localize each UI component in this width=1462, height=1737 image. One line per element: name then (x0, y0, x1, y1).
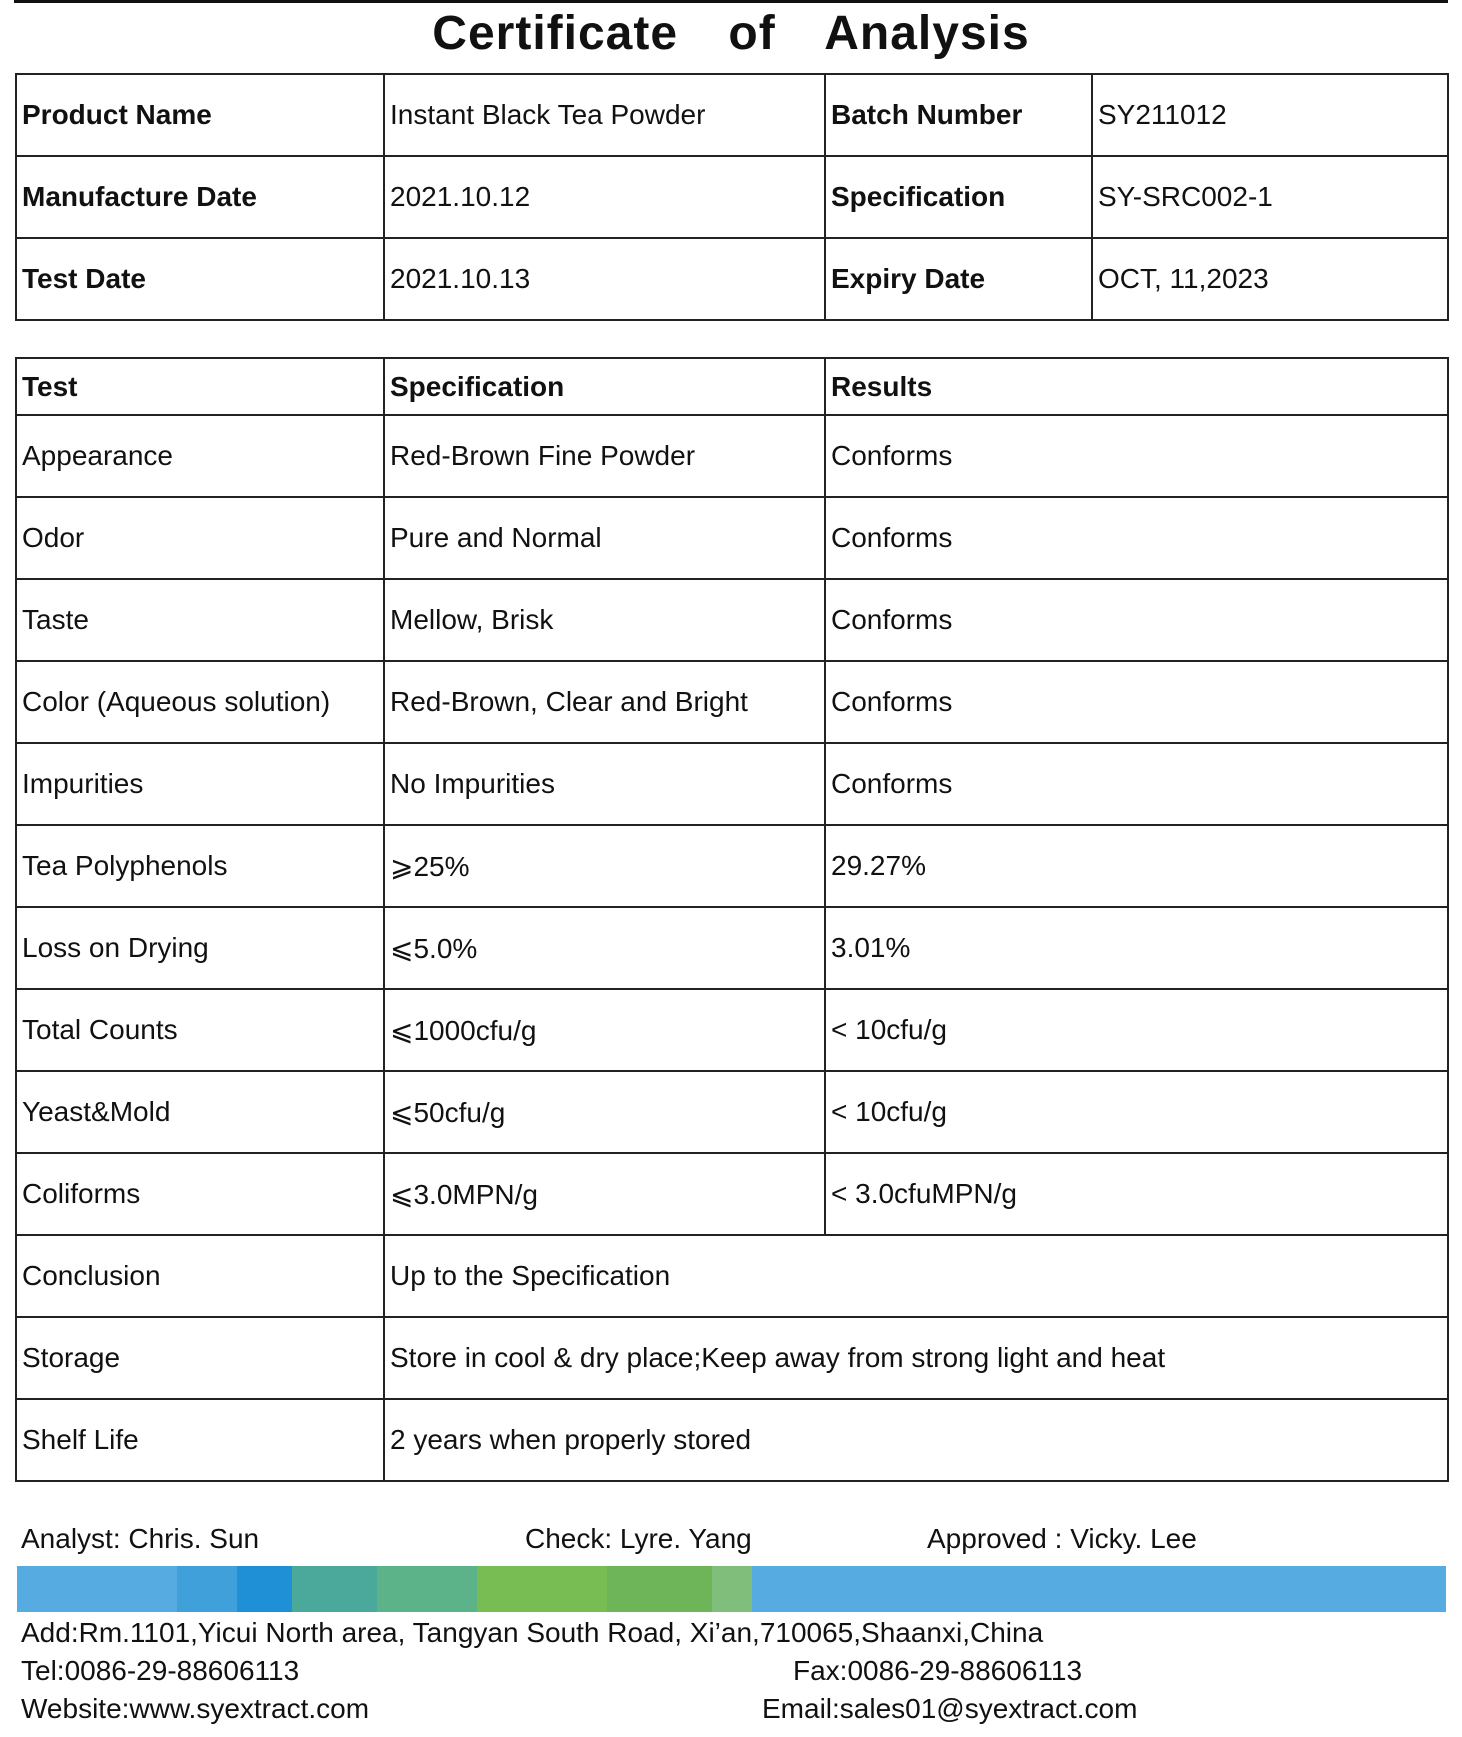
test-spec: ⩽5.0% (384, 907, 825, 989)
summary-value: Up to the Specification (384, 1235, 1448, 1317)
table-row (16, 1071, 1448, 1153)
test-name: Taste (16, 579, 384, 661)
test-spec: ⩽50cfu/g (384, 1071, 825, 1153)
header-test: Test (16, 358, 384, 415)
info-value: SY-SRC002-1 (1092, 156, 1448, 238)
summary-value: 2 years when properly stored (384, 1399, 1448, 1481)
footer-phone-line (21, 1655, 1441, 1691)
color-band-segment (292, 1566, 377, 1612)
test-result: < 3.0cfuMPN/g (825, 1153, 1448, 1235)
test-name: Tea Polyphenols (16, 825, 384, 907)
table-header-row (16, 358, 1448, 415)
test-spec: Mellow, Brisk (384, 579, 825, 661)
analyst-name: Analyst: Chris. Sun (21, 1523, 260, 1554)
info-value: OCT, 11,2023 (1092, 238, 1448, 320)
color-band-segment (752, 1566, 1446, 1612)
table-row (16, 497, 1448, 579)
summary-label: Conclusion (16, 1235, 384, 1317)
test-results-table (15, 357, 1449, 1482)
info-label: Product Name (16, 74, 384, 156)
test-result: 3.01% (825, 907, 1448, 989)
info-label: Batch Number (825, 74, 1092, 156)
footer-website: Website:www.syextract.com (21, 1693, 370, 1724)
info-row (16, 74, 1448, 156)
header-specification: Specification (384, 358, 825, 415)
signatures-line (0, 1523, 1462, 1559)
table-row (16, 579, 1448, 661)
test-name: Loss on Drying (16, 907, 384, 989)
checker-name: Check: Lyre. Yang (525, 1523, 752, 1554)
test-name: Appearance (16, 415, 384, 497)
footer-email: Email:sales01@syextract.com (762, 1693, 1138, 1724)
test-spec: ⩽1000cfu/g (384, 989, 825, 1071)
approver-name: Approved : Vicky. Lee (927, 1523, 1197, 1554)
test-name: Coliforms (16, 1153, 384, 1235)
header-results: Results (825, 358, 1448, 415)
table-row (16, 989, 1448, 1071)
color-band-segment (17, 1566, 177, 1612)
table-row (16, 743, 1448, 825)
info-label: Manufacture Date (16, 156, 384, 238)
test-result: < 10cfu/g (825, 1071, 1448, 1153)
page-title: Certificate of Analysis (432, 7, 1030, 60)
summary-row-shelf-life (16, 1399, 1448, 1481)
color-band-segment (477, 1566, 607, 1612)
test-name: Total Counts (16, 989, 384, 1071)
color-band (17, 1566, 1446, 1612)
info-label: Test Date (16, 238, 384, 320)
test-result: 29.27% (825, 825, 1448, 907)
test-result: Conforms (825, 579, 1448, 661)
table-row (16, 907, 1448, 989)
info-value: 2021.10.12 (384, 156, 825, 238)
test-result: Conforms (825, 415, 1448, 497)
footer-tel: Tel:0086-29-88606113 (21, 1655, 300, 1686)
color-band-segment (607, 1566, 712, 1612)
info-value: SY211012 (1092, 74, 1448, 156)
test-spec: No Impurities (384, 743, 825, 825)
test-spec: Pure and Normal (384, 497, 825, 579)
test-name: Impurities (16, 743, 384, 825)
product-info-table (15, 73, 1449, 321)
color-band-segment (177, 1566, 237, 1612)
info-row (16, 156, 1448, 238)
info-value: 2021.10.13 (384, 238, 825, 320)
info-label: Expiry Date (825, 238, 1092, 320)
test-name: Yeast&Mold (16, 1071, 384, 1153)
test-result: Conforms (825, 497, 1448, 579)
test-spec: Red-Brown Fine Powder (384, 415, 825, 497)
summary-row-conclusion (16, 1235, 1448, 1317)
summary-label: Shelf Life (16, 1399, 384, 1481)
test-spec: ⩾25% (384, 825, 825, 907)
test-result: Conforms (825, 743, 1448, 825)
test-spec: Red-Brown, Clear and Bright (384, 661, 825, 743)
table-row (16, 661, 1448, 743)
info-value: Instant Black Tea Powder (384, 74, 825, 156)
test-result: < 10cfu/g (825, 989, 1448, 1071)
table-row (16, 1153, 1448, 1235)
footer-fax: Fax:0086-29-88606113 (793, 1655, 1083, 1686)
summary-label: Storage (16, 1317, 384, 1399)
color-band-segment (237, 1566, 292, 1612)
top-rule (14, 0, 1448, 3)
info-label: Specification (825, 156, 1092, 238)
test-result: Conforms (825, 661, 1448, 743)
test-name: Color (Aqueous solution) (16, 661, 384, 743)
test-spec: ⩽3.0MPN/g (384, 1153, 825, 1235)
footer-address-line (21, 1617, 1441, 1653)
color-band-segment (712, 1566, 752, 1612)
table-row (16, 415, 1448, 497)
info-row (16, 238, 1448, 320)
summary-row-storage (16, 1317, 1448, 1399)
table-row (16, 825, 1448, 907)
footer-address: Add:Rm.1101,Yicui North area, Tangyan South Road, Xi’an,710065,Shaanxi,China (21, 1617, 1044, 1648)
test-name: Odor (16, 497, 384, 579)
color-band-segment (377, 1566, 477, 1612)
summary-value: Store in cool & dry place;Keep away from strong light and heat (384, 1317, 1448, 1399)
footer-web-line (21, 1693, 1441, 1729)
